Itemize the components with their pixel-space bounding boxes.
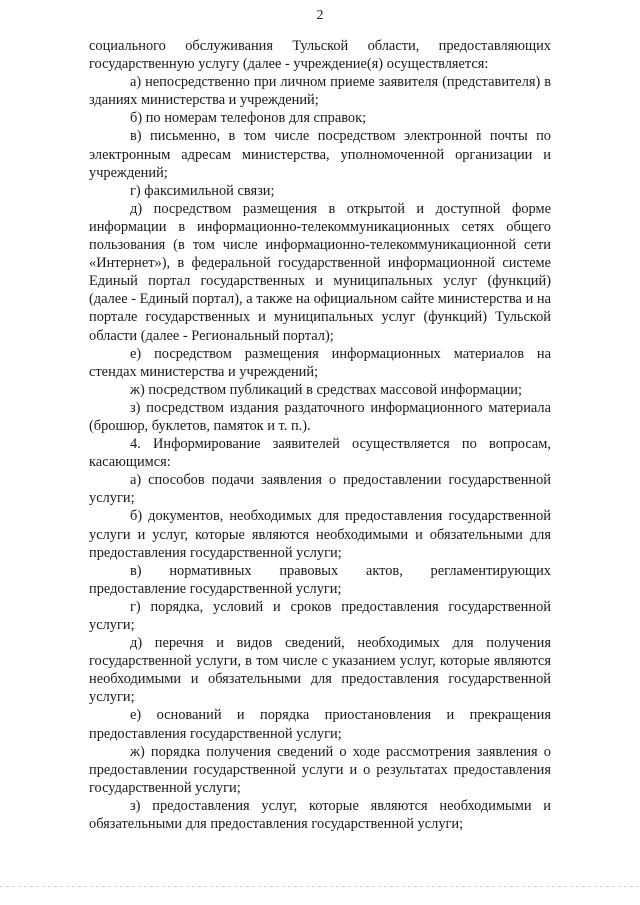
list-item-a-personal-reception: а) непосредственно при личном приеме заявителя (представителя) в зданиях министерства и учреждений;: [89, 74, 551, 109]
paragraph-intro-continuation: социального обслуживания Тульской области, предоставляющих государственную услугу (далее - учреждение(я) осуществляется:: [89, 38, 551, 73]
document-body: [89, 37, 551, 833]
topic-d-information-list: д) перечня и видов сведений, необходимых для получения государственной услуги, в том числе с указанием услуг, которые являются необходимыми и обязательными для предоставления государственной услуги;: [89, 635, 551, 706]
topic-zh-progress: ж) порядка получения сведений о ходе рассмотрения заявления о предоставлении государственной услуги и о результатах предоставления государственной услуги;: [89, 743, 551, 796]
list-item-e-stands: е) посредством размещения информационных материалов на стендах министерства и учреждений;: [89, 345, 551, 380]
scan-artifact-line: [0, 886, 640, 887]
list-item-zh-media: ж) посредством публикаций в средствах массовой информации;: [130, 381, 523, 398]
topic-a-submission-methods: а) способов подачи заявления о предоставлении государственной услуги;: [89, 472, 551, 507]
topic-b-documents: б) документов, необходимых для предоставления государственной услуги и услуг, которые являются необходимыми и обязательными для предоставления государственной услуги;: [89, 508, 551, 561]
list-item-v-written: в) письменно, в том числе посредством электронной почты по электронным адресам министерства, уполномоченной организации и учреждений;: [89, 128, 551, 181]
list-item-b-phone: б) по номерам телефонов для справок;: [130, 110, 367, 127]
topic-z-related-services: з) предоставления услуг, которые являются необходимыми и обязательными для предоставления государственной услуги;: [89, 797, 551, 833]
list-item-d-internet: д) посредством размещения в открытой и доступной форме информации в информационно-телекоммуникационных сетях общего пользования (в том числе информационно-телекоммуникационной сети «Интернет»), в федеральной государственной информационной системе Единый портал государственных и муниципальных услуг (функций) (далее - Единый портал), а также на официальном сайте министерства и на портале государственных и муниципальных услуг (функций) Тульской области (далее - Региональный портал);: [89, 200, 551, 344]
list-item-g-fax: г) факсимильной связи;: [130, 182, 275, 199]
section-4-heading: 4. Информирование заявителей осуществляется по вопросам, касающимся:: [89, 436, 551, 471]
topic-v-legal-acts: в) нормативных правовых актов, регламентирующих предоставление государственной услуги;: [89, 562, 551, 597]
topic-e-suspension: е) оснований и порядка приостановления и прекращения предоставления государственной услуги;: [89, 707, 551, 742]
topic-g-terms: г) порядка, условий и сроков предоставления государственной услуги;: [89, 598, 551, 633]
list-item-z-handouts: з) посредством издания раздаточного информационного материала (брошюр, буклетов, памяток и т. п.).: [89, 399, 551, 434]
page-number: 2: [316, 8, 324, 23]
